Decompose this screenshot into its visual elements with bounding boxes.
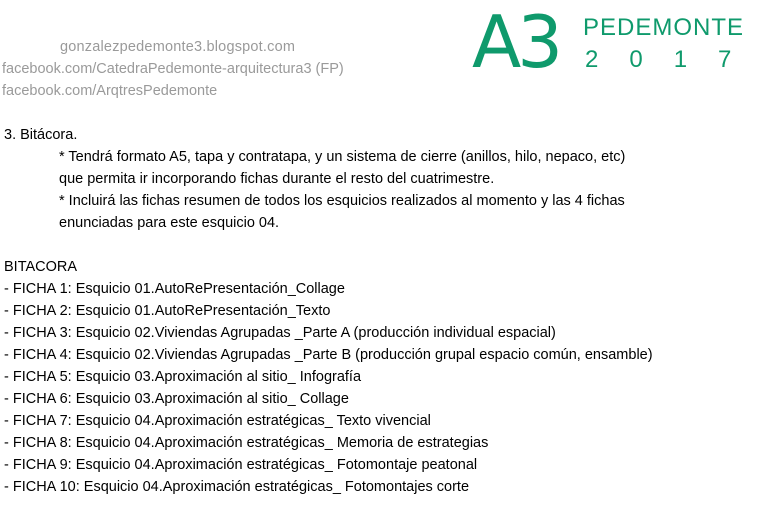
ficha-item: - FICHA 10: Esquicio 04.Aproximación estratégicas_ Fotomontajes corte: [4, 479, 470, 495]
facebook-link-arqtres[interactable]: facebook.com/ArqtresPedemonte: [2, 83, 218, 99]
logo-name: PEDEMONTE: [583, 14, 745, 41]
facebook-link-catedra[interactable]: facebook.com/CatedraPedemonte-arquitectura3 (FP): [2, 61, 344, 77]
document-body: [4, 124, 734, 498]
bullet-line: * Incluirá las fichas resumen de todos los esquicios realizados al momento y las 4 fichas: [59, 193, 625, 209]
header-links: [2, 36, 344, 102]
ficha-item: - FICHA 6: Esquicio 03.Aproximación al sitio_ Collage: [4, 391, 349, 407]
blog-link[interactable]: gonzalezpedemonte3.blogspot.com: [60, 39, 296, 55]
ficha-item: - FICHA 8: Esquicio 04.Aproximación estratégicas_ Memoria de estrategias: [4, 435, 489, 451]
ficha-item: - FICHA 9: Esquicio 04.Aproximación estratégicas_ Fotomontaje peatonal: [4, 457, 478, 473]
bullet-line: enunciadas para este esquicio 04.: [59, 215, 280, 231]
ficha-item: - FICHA 3: Esquicio 02.Viviendas Agrupadas _Parte A (producción individual espacial): [4, 325, 556, 341]
bitacora-title: BITACORA: [4, 259, 78, 275]
logo-year: 2017: [585, 46, 762, 73]
section-heading: 3. Bitácora.: [4, 127, 78, 143]
bullet-line: que permita ir incorporando fichas durante el resto del cuatrimestre.: [59, 171, 495, 187]
ficha-item: - FICHA 2: Esquicio 01.AutoRePresentación_Texto: [4, 303, 331, 319]
bullet-line: * Tendrá formato A5, tapa y contratapa, y un sistema de cierre (anillos, hilo, nepaco, etc): [59, 149, 626, 165]
ficha-item: - FICHA 1: Esquicio 01.AutoRePresentación_Collage: [4, 281, 345, 297]
ficha-item: - FICHA 4: Esquicio 02.Viviendas Agrupadas _Parte B (producción grupal espacio común, ensamble): [4, 347, 653, 363]
ficha-list: [4, 278, 734, 498]
ficha-item: - FICHA 7: Esquicio 04.Aproximación estratégicas_ Texto vivencial: [4, 413, 431, 429]
logo-mark: A3: [472, 0, 560, 84]
ficha-item: - FICHA 5: Esquicio 03.Aproximación al sitio_ Infografía: [4, 369, 362, 385]
